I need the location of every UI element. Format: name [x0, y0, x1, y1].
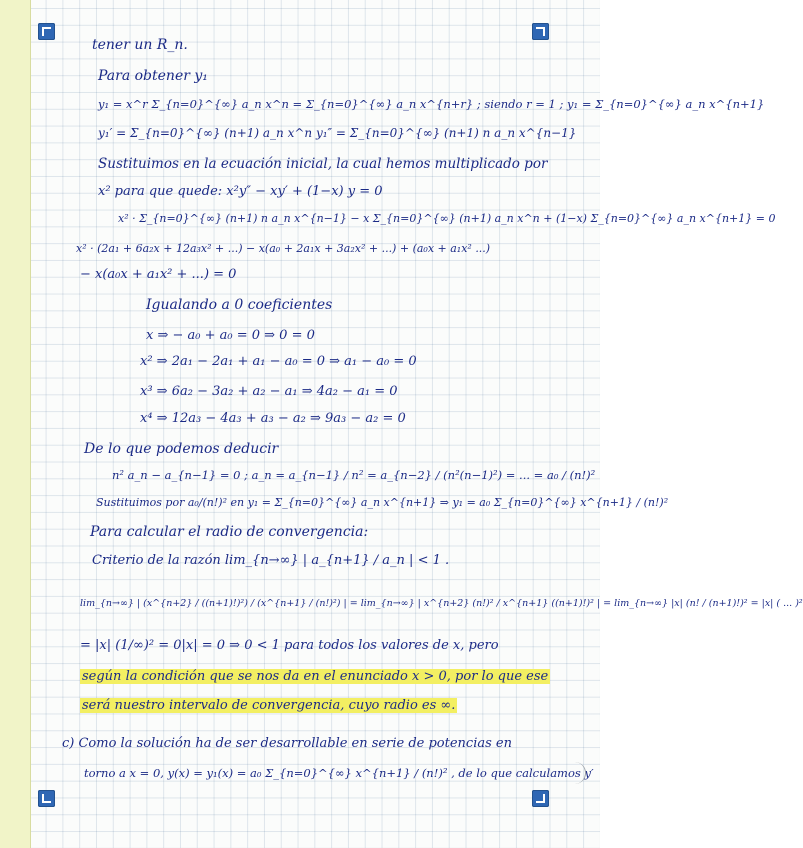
handwritten-line-24: c) Como la solución ha de ser desarrollable en serie de potencias en [62, 736, 512, 751]
handwritten-line-23 [80, 697, 457, 715]
handwritten-line-14: x⁴ ⇒ 12a₃ − 4a₃ + a₃ − a₂ ⇒ 9a₃ − a₂ = 0 [140, 411, 406, 426]
handwritten-line-6: x² para que quede: x²y″ − xy′ + (1−x) y = 0 [98, 184, 383, 199]
handwritten-line-9: − x(a₀x + a₁x² + ...) = 0 [80, 267, 237, 282]
margin-band [0, 0, 31, 848]
highlighted-text-line-22: según la condición que se nos da en el enunciado x > 0, por lo que ese [82, 669, 549, 684]
handwritten-line-21: = |x| (1/∞)² = 0|x| = 0 ⇒ 0 < 1 para todos los valores de x, pero [80, 638, 499, 653]
handwritten-line-16: n² a_n − a_{n−1} = 0 ; a_n = a_{n−1} / n² = a_{n−2} / (n²(n−1)²) = ... = a₀ / (n!)² [112, 468, 596, 482]
handwritten-line-17: Sustituimos por a₀/(n!)² en y₁ = Σ_{n=0}^{∞} a_n x^{n+1} ⇒ y₁ = a₀ Σ_{n=0}^{∞} x^{n+1} / (n!)² [96, 496, 669, 509]
handwritten-line-22 [80, 668, 550, 686]
corner-marker-top-right-icon [532, 23, 549, 40]
corner-marker-bottom-right-icon [532, 790, 549, 807]
handwritten-line-8: x² · (2a₁ + 6a₂x + 12a₃x² + ...) − x(a₀ + 2a₁x + 3a₂x² + ...) + (a₀x + a₁x² ...) [76, 242, 491, 255]
highlighted-text-line-23: será nuestro intervalo de convergencia, cuyo radio es ∞. [82, 698, 456, 713]
handwritten-line-11: x ⇒ − a₀ + a₀ = 0 ⇒ 0 = 0 [146, 328, 315, 343]
handwritten-line-25: torno a x = 0, y(x) = y₁(x) = a₀ Σ_{n=0}^{∞} x^{n+1} / (n!)² , de lo que calculamos y′ [84, 766, 594, 780]
corner-marker-top-left-icon [38, 23, 55, 40]
handwritten-line-20: lim_{n→∞} | (x^{n+2} / ((n+1)!)²) / (x^{n+1} / (n!)²) | = lim_{n→∞} | x^{n+2} (n!)² / x^{n+1} ((n+1)!)² | = lim_{n→∞} |x| (n! / (n+1)!)² = |x| ( ... )² [80, 598, 803, 609]
handwritten-line-10: Igualando a 0 coeficientes [146, 297, 333, 313]
corner-marker-bottom-left-icon [38, 790, 55, 807]
handwritten-line-2: Para obtener y₁ [98, 68, 208, 84]
handwritten-line-7: x² · Σ_{n=0}^{∞} (n+1) n a_n x^{n−1} − x Σ_{n=0}^{∞} (n+1) a_n x^n + (1−x) Σ_{n=0}^{∞} a_n x^{n+1} = 0 [118, 212, 776, 225]
handwritten-line-15: De lo que podemos deducir [84, 441, 279, 457]
handwritten-line-18: Para calcular el radio de convergencia: [90, 524, 369, 540]
handwritten-line-4: y₁′ = Σ_{n=0}^{∞} (n+1) a_n x^n y₁″ = Σ_{n=0}^{∞} (n+1) n a_n x^{n−1} [98, 126, 577, 140]
handwritten-line-5: Sustituimos en la ecuación inicial, la cual hemos multiplicado por [98, 156, 548, 172]
handwritten-line-13: x³ ⇒ 6a₂ − 3a₂ + a₂ − a₁ ⇒ 4a₂ − a₁ = 0 [140, 384, 398, 399]
handwritten-line-19: Criterio de la razón lim_{n→∞} | a_{n+1} / a_n | < 1 . [92, 553, 450, 568]
handwritten-line-3: y₁ = x^r Σ_{n=0}^{∞} a_n x^n = Σ_{n=0}^{∞} a_n x^{n+r} ; siendo r = 1 ; y₁ = Σ_{n=0}^{∞} a_n x^{n+1} [98, 97, 765, 111]
handwritten-line-1: tener un R_n. [92, 37, 188, 53]
handwritten-line-12: x² ⇒ 2a₁ − 2a₁ + a₁ − a₀ = 0 ⇒ a₁ − a₀ = 0 [140, 354, 417, 369]
